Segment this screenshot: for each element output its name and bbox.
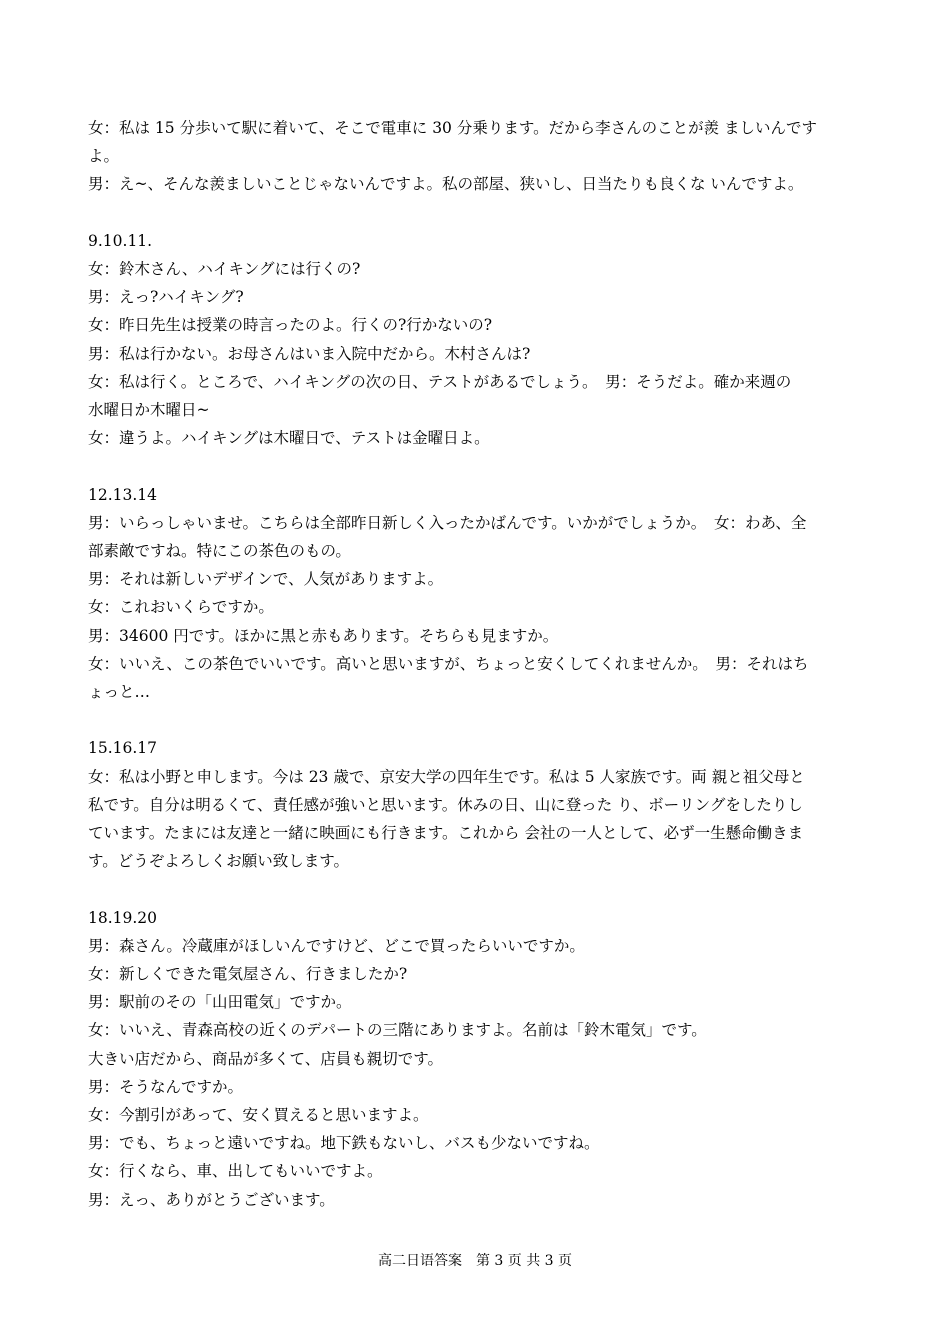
dialogue-line: 女：新しくできた電気屋さん、行きましたか?	[88, 965, 408, 984]
section-heading: 12.13.14	[88, 485, 158, 504]
dialogue-line: 男：でも、ちょっと遠いですね。地下鉄もないし、バスも少ないですね。	[88, 1134, 600, 1153]
section-12-13-14	[88, 481, 868, 707]
section-18-19-20	[88, 904, 868, 1214]
dialogue-line: 女：行くなら、車、出してもいいですよ。	[88, 1162, 383, 1181]
dialogue-line: 男：私は行かない。お母さんはいま入院中だから。木村さんは?	[88, 344, 531, 363]
dialogue-line: 男：え~、そんな羨ましいことじゃないんですよ。私の部屋、狭いし、日当たりも良くな いんですよ。	[88, 175, 804, 194]
dialogue-line: 男：えっ、ありがとうございます。	[88, 1190, 335, 1209]
dialogue-line: 男：それは新しいデザインで、人気がありますよ。	[88, 570, 444, 589]
dialogue-line: 男：えっ?ハイキング?	[88, 288, 244, 307]
section-15-16-17	[88, 734, 868, 875]
section-heading: 18.19.20	[88, 908, 158, 927]
intro-dialogue	[88, 114, 868, 199]
dialogue-line: 大きい店だから、商品が多くて、店員も親切です。	[88, 1049, 443, 1068]
page-footer: 高二日语答案 第 3 页 共 3 页	[377, 1253, 573, 1269]
dialogue-line: 女：鈴木さん、ハイキングには行くの?	[88, 260, 361, 278]
dialogue-line: 女：私は行く。ところで、ハイキングの次の日、テストがあるでしょう。 男：そうだよ。確か来週の	[88, 372, 792, 391]
dialogue-line: 女：これおいくらですか。	[88, 598, 274, 617]
dialogue-line: 男：森さん。冷蔵庫がほしいんですけど、どこで買ったらいいですか。	[88, 936, 585, 955]
dialogue-line: 男：そうなんですか。	[88, 1077, 244, 1096]
dialogue-line: 私です。自分は明るくて、責任感が強いと思います。休みの日、山に登った り、ボーリングをしたりし	[88, 795, 803, 814]
document-body	[88, 114, 868, 1214]
dialogue-line: 女：違うよ。ハイキングは木曜日で、テストは金曜日よ。	[88, 429, 490, 448]
dialogue-line: 女：いいえ、この茶色でいいです。高いと思いますが、ちょっと安くしてくれませんか。 男：それはち	[88, 654, 809, 673]
dialogue-line: 女：今割引があって、安く買えると思いますよ。	[88, 1106, 429, 1125]
dialogue-line: ょっと…	[88, 683, 151, 702]
dialogue-line: 部素敵ですね。特にこの茶色のもの。	[88, 542, 351, 561]
dialogue-line: 女：私は小野と申します。今は 23 歳で、京安大学の四年生です。私は 5 人家族です。両 親と祖父母と	[88, 767, 805, 786]
dialogue-line: 女：私は 15 分歩いて駅に着いて、そこで電車に 30 分乗ります。だから李さんのことが羨 ましいんです	[88, 119, 818, 137]
section-heading: 9.10.11.	[88, 231, 153, 250]
dialogue-line: 水曜日か木曜日~	[88, 401, 210, 420]
dialogue-line: ています。たまには友達と一緒に映画にも行きます。これから 会社の一人として、必ず一生懸命働きま	[88, 824, 804, 843]
dialogue-line: 男：駅前のその「山田電気」ですか。	[88, 993, 352, 1012]
dialogue-line: す。どうぞよろしくお願い致します。	[88, 852, 350, 871]
section-9-10-11	[88, 227, 868, 453]
dialogue-line: 男：34600 円です。ほかに黒と赤もあります。そちらも見ますか。	[88, 626, 559, 645]
section-heading: 15.16.17	[88, 739, 158, 758]
dialogue-line: よ。	[88, 147, 120, 166]
dialogue-line: 女：昨日先生は授業の時言ったのよ。行くの?行かないの?	[88, 316, 493, 335]
dialogue-line: 男：いらっしゃいませ。こちらは全部昨日新しく入ったかばんです。いかがでしょうか。 女：わあ、全	[88, 513, 807, 532]
dialogue-line: 女：いいえ、青森高校の近くのデパートの三階にありますよ。名前は「鈴木電気」です。	[88, 1021, 707, 1040]
